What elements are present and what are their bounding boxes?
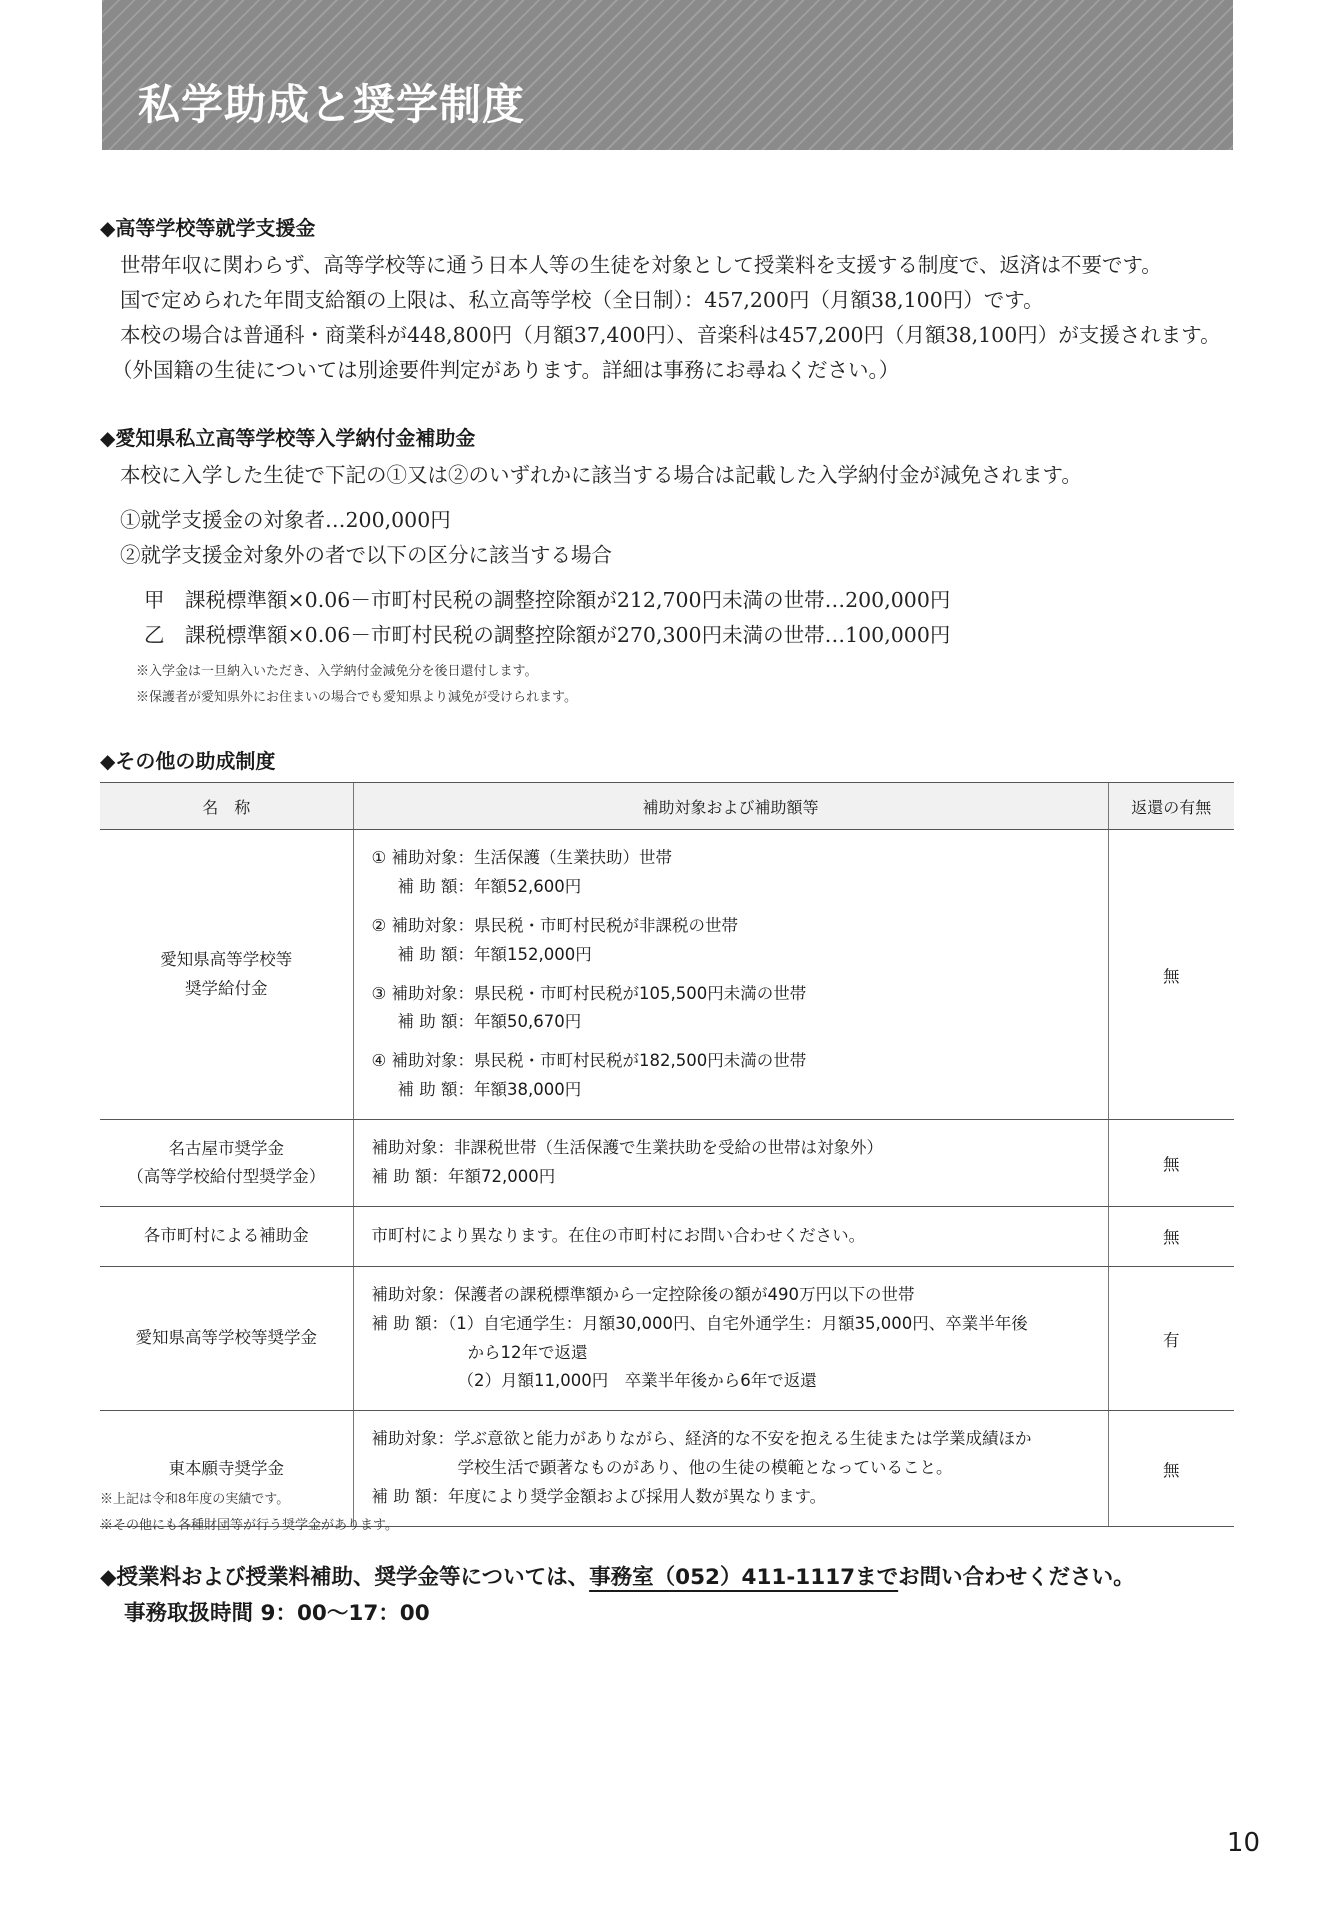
grant-detail-line: 補助対象：保護者の課税標準額から一定控除後の額が490万円以下の世帯 — [371, 1284, 915, 1304]
contact-suffix: お問い合わせください。 — [898, 1565, 1135, 1590]
grant-detail-line: から12年で返還 — [467, 1342, 588, 1362]
grant-name-line: 愛知県高等学校等 — [160, 950, 293, 970]
section-heading-admission-subsidy: ◆愛知県私立高等学校等入学納付金補助金 — [100, 426, 476, 450]
support-fund-line-1: 世帯年収に関わらず、高等学校等に通う日本人等の生徒を対象として授業料を支援する制度で、返済は不要です。 — [120, 253, 1162, 277]
grant-name-line: 東本願寺奨学金 — [168, 1458, 284, 1478]
admission-category-ko: 甲 課税標準額×0.06－市町村民税の調整控除額が212,700円未満の世帯…200,000円 — [144, 588, 951, 612]
contact-prefix: ◆授業料および授業料補助、奨学金等については、 — [100, 1565, 590, 1590]
office-hours: 事務取扱時間 9：00〜17：00 — [124, 1601, 430, 1626]
support-fund-line-2: 国で定められた年間支給額の上限は、私立高等学校（全日制）：457,200円（月額38,100円）です。 — [120, 288, 1044, 312]
table-row — [100, 1411, 1234, 1527]
admission-note-1: ※入学金は一旦納入いただき、入学納付金減免分を後日還付します。 — [136, 664, 538, 679]
column-header-repayment: 返還の有無 — [1108, 783, 1234, 830]
grant-detail-line: 市町村により異なります。在住の市町村にお問い合わせください。 — [371, 1225, 866, 1245]
grant-name-cell — [100, 830, 353, 1120]
admission-category-otsu: 乙 課税標準額×0.06－市町村民税の調整控除額が270,300円未満の世帯…100,000円 — [144, 623, 951, 647]
grant-detail-line: ② 補助対象：県民税・市町村民税が非課税の世帯 — [371, 915, 739, 935]
grant-entry — [372, 1047, 1098, 1105]
grant-detail-cell — [353, 830, 1108, 1120]
grant-detail-line: ④ 補助対象：県民税・市町村民税が182,500円未満の世帯 — [371, 1051, 807, 1071]
section-heading-other-grants: ◆その他の助成制度 — [100, 749, 276, 773]
table-row — [100, 1266, 1234, 1411]
grant-detail-line: ③ 補助対象：県民税・市町村民税が105,500円未満の世帯 — [371, 983, 807, 1003]
grant-detail-cell — [353, 1411, 1108, 1527]
grant-name-cell — [100, 1411, 353, 1527]
grant-name-line: （高等学校給付型奨学金） — [127, 1166, 326, 1186]
grant-detail-line: 補 助 額：年額72,000円 — [371, 1166, 556, 1186]
support-fund-line-3: 本校の場合は普通科・商業科が448,800円（月額37,400円）、音楽科は457,200円（月額38,100円）が支援されます。 — [120, 323, 1221, 347]
grant-detail-line: 補 助 額：年額152,000円 — [397, 944, 592, 964]
table-header-row — [100, 783, 1234, 830]
admission-item-1: ①就学支援金の対象者…200,000円 — [120, 508, 451, 532]
page-number: 10 — [1226, 1828, 1260, 1858]
table-note-2: ※その他にも各種財団等が行う奨学金があります。 — [100, 1518, 398, 1533]
grant-detail-line: 学校生活で顕著なものがあり、他の生徒の模範となっていること。 — [457, 1458, 953, 1478]
grant-detail-line: 補 助 額：年額52,600円 — [397, 876, 582, 896]
contact-line — [100, 1560, 1135, 1591]
grants-table — [100, 782, 1234, 1527]
repayment-cell: 有 — [1108, 1266, 1234, 1411]
grant-detail-cell — [353, 1206, 1108, 1266]
grant-detail-line: 補 助 額：（1）自宅通学生：月額30,000円、自宅外通学生：月額35,000円、卒業半年後 — [371, 1313, 1028, 1333]
page-title: 私学助成と奨学制度 — [138, 80, 526, 129]
grant-entry — [372, 912, 1098, 970]
repayment-cell: 無 — [1108, 1120, 1234, 1207]
table-row — [100, 1206, 1234, 1266]
grant-detail-line: ① 補助対象：生活保護（生業扶助）世帯 — [371, 848, 673, 867]
admission-item-2: ②就学支援金対象外の者で以下の区分に該当する場合 — [120, 543, 612, 567]
table-row — [100, 830, 1234, 1120]
grant-name-line: 奨学給付金 — [185, 978, 268, 998]
grant-detail-line: 補助対象：学ぶ意欲と能力がありながら、経済的な不安を抱える生徒または学業成績ほか — [371, 1429, 1032, 1449]
column-header-name: 名 称 — [100, 783, 353, 830]
grant-detail-line: （2）月額11,000円 卒業半年後から6年で返還 — [457, 1371, 817, 1391]
grant-detail-cell — [353, 1120, 1108, 1207]
repayment-cell: 無 — [1108, 1206, 1234, 1266]
repayment-cell: 無 — [1108, 830, 1234, 1120]
grant-detail-line: 補 助 額：年額38,000円 — [397, 1080, 582, 1100]
grant-name-line: 各市町村による補助金 — [143, 1226, 309, 1246]
grant-name-cell — [100, 1206, 353, 1266]
grant-name-line: 愛知県高等学校等奨学金 — [135, 1328, 317, 1348]
grant-name-cell — [100, 1120, 353, 1207]
grant-entry — [372, 844, 1098, 902]
repayment-cell: 無 — [1108, 1411, 1234, 1527]
grant-detail-line: 補助対象：非課税世帯（生活保護で生業扶助を受給の世帯は対象外） — [371, 1138, 883, 1157]
grant-name-cell — [100, 1266, 353, 1411]
grant-detail-cell — [353, 1266, 1108, 1411]
office-phone: 事務室（052）411-1117まで — [589, 1565, 899, 1590]
section-heading-support-fund: ◆高等学校等就学支援金 — [100, 216, 316, 240]
grant-detail-line: 補 助 額：年額50,670円 — [397, 1012, 582, 1032]
admission-intro: 本校に入学した生徒で下記の①又は②のいずれかに該当する場合は記載した入学納付金が減免されます。 — [120, 463, 1082, 487]
support-fund-line-4: （外国籍の生徒については別途要件判定があります。詳細は事務にお尋ねください。） — [112, 358, 900, 382]
table-row — [100, 1120, 1234, 1207]
column-header-details: 補助対象および補助額等 — [353, 783, 1108, 830]
header-band — [102, 0, 1233, 150]
grant-entry — [372, 980, 1098, 1038]
grant-name-line: 名古屋市奨学金 — [168, 1138, 284, 1158]
admission-note-2: ※保護者が愛知県外にお住まいの場合でも愛知県より減免が受けられます。 — [136, 690, 577, 705]
table-note-1: ※上記は令和8年度の実績です。 — [100, 1492, 290, 1507]
grant-detail-line: 補 助 額：年度により奨学金額および採用人数が異なります。 — [371, 1487, 827, 1506]
